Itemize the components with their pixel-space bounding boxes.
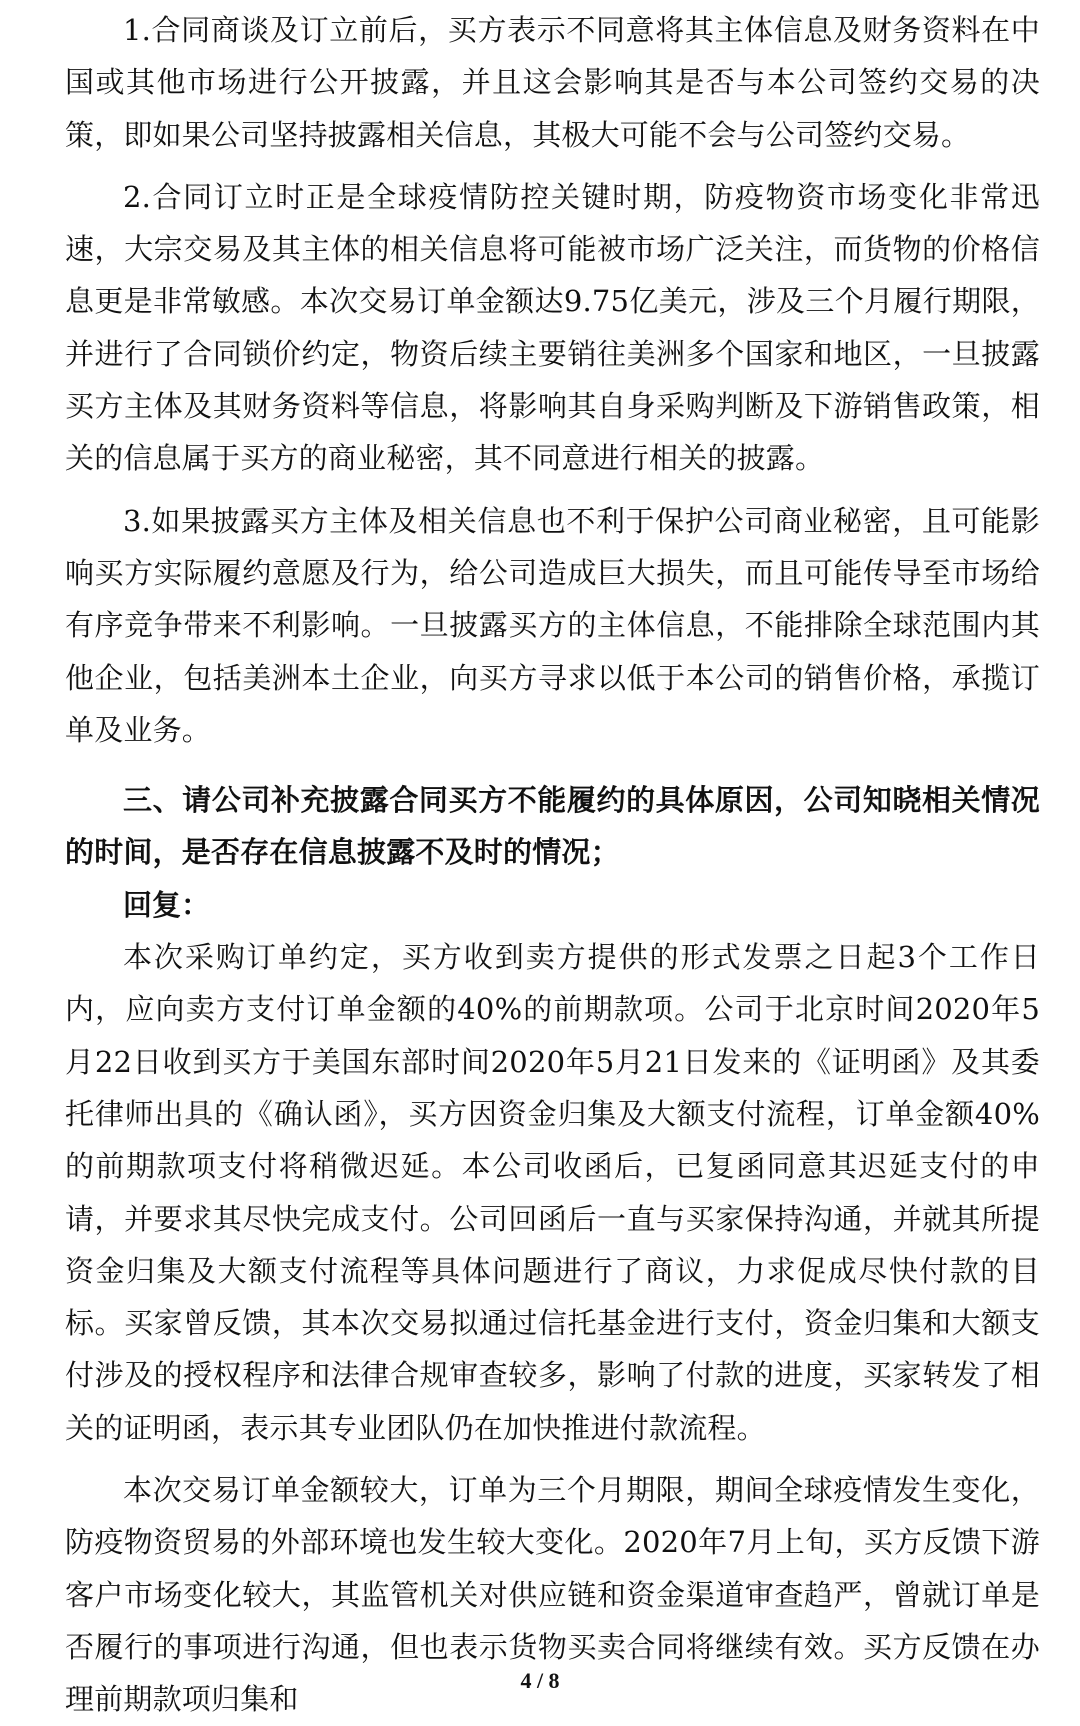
reply-paragraph-1: 本次采购订单约定，买方收到卖方提供的形式发票之日起3个工作日内，应向卖方支付订单金额的40%的前期款项。公司于北京时间2020年5月22日收到买方于美国东部时间2020年5月21日发来的《证明函》及其委托律师出具的《确认函》，买方因资金归集及大额支付流程，订单金额40%的前期款项支付将稍微迟延。本公司收函后，已复函同意其迟延支付的申请，并要求其尽快完成支付。公司回函后一直与买家保持沟通，并就其所提资金归集及大额支付流程等具体问题进行了商议，力求促成尽快付款的目标。买家曾反馈，其本次交易拟通过信托基金进行支付，资金归集和大额支付涉及的授权程序和法律合规审查较多，影响了付款的进度，买家转发了相关的证明函，表示其专业团队仍在加快推进付款流程。: [65, 940, 1040, 1445]
reply-paragraph-2: 本次交易订单金额较大，订单为三个月期限，期间全球疫情发生变化，防疫物资贸易的外部环境也发生较大变化。2020年7月上旬，买方反馈下游客户市场变化较大，其监管机关对供应链和资金渠道审查趋严，曾就订单是否履行的事项进行沟通，但也表示货物买卖合同将继续有效。买方反馈在办理前期款项归集和: [65, 1473, 1040, 1717]
reply-label: 回复：: [123, 887, 211, 922]
section-heading-3: 三、请公司补充披露合同买方不能履约的具体原因，公司知晓相关情况的时间，是否存在信息披露不及时的情况；: [65, 783, 1040, 870]
paragraph-item-2: 2.合同订立时正是全球疫情防控关键时期，防疫物资市场变化非常迅速，大宗交易及其主体的相关信息将可能被市场广泛关注，而货物的价格信息更是非常敏感。本次交易订单金额达9.75亿美元，涉及三个月履行期限，并进行了合同锁价约定，物资后续主要销往美洲多个国家和地区，一旦披露买方主体及其财务资料等信息，将影响其自身采购判断及下游销售政策，相关的信息属于买方的商业秘密，其不同意进行相关的披露。: [65, 179, 1040, 476]
document-page: [65, 4, 1040, 1726]
paragraph-item-3: 3.如果披露买方主体及相关信息也不利于保护公司商业秘密，且可能影响买方实际履约意愿及行为，给公司造成巨大损失，而且可能传导至市场给有序竞争带来不利影响。一旦披露买方的主体信息，不能排除全球范围内其他企业，包括美洲本土企业，向买方寻求以低于本公司的销售价格，承揽订单及业务。: [65, 503, 1040, 747]
paragraph-item-1: 1.合同商谈及订立前后，买方表示不同意将其主体信息及财务资料在中国或其他市场进行公开披露，并且这会影响其是否与本公司签约交易的决策，即如果公司坚持披露相关信息，其极大可能不会与公司签约交易。: [65, 13, 1040, 152]
page-number: 4 / 8: [520, 1668, 560, 1693]
